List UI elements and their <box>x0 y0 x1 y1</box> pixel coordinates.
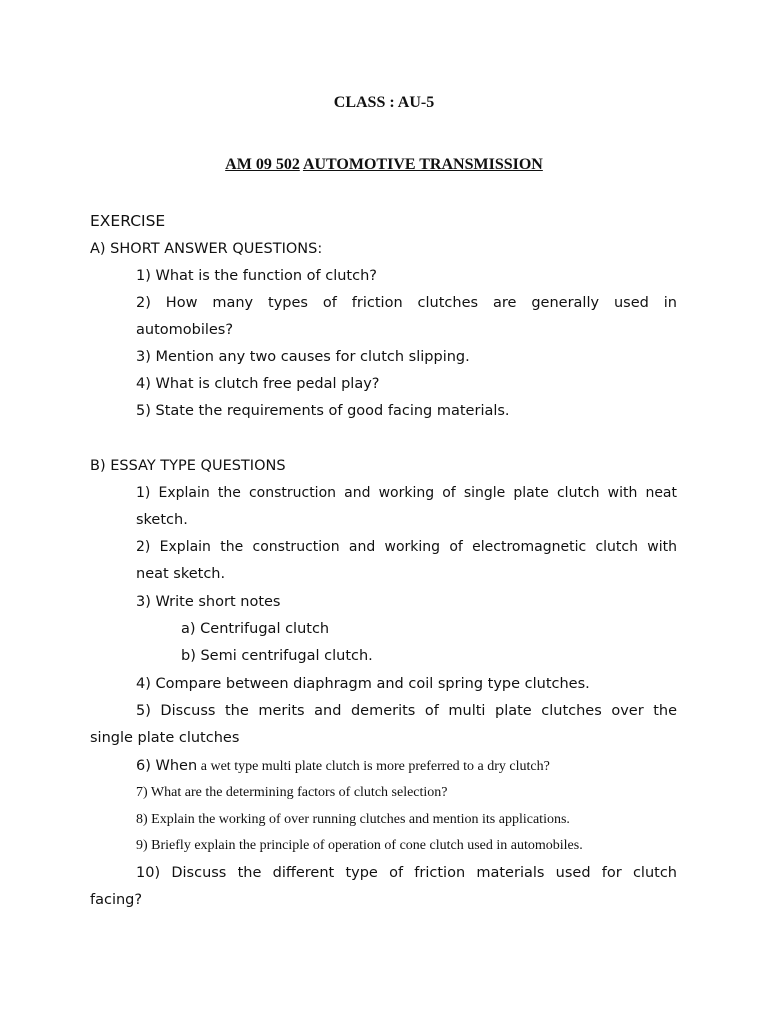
section-b-question-10-cont: facing? <box>90 892 143 908</box>
section-a-question-5: 5) State the requirements of good facing materials. <box>136 403 510 419</box>
section-b-question-10: 10) Discuss the different type of friction materials used for clutch <box>136 865 677 881</box>
exercise-title: EXERCISE <box>90 212 166 230</box>
section-a-question-3: 3) Mention any two causes for clutch slipping. <box>136 349 470 365</box>
section-b-question-9: 9) Briefly explain the principle of operation of cone clutch used in automobiles. <box>136 838 583 853</box>
section-b-question-1: 1) Explain the construction and working of single plate clutch with neat <box>136 485 677 501</box>
course-title: AUTOMOTIVE TRANSMISSION <box>302 156 543 173</box>
section-a-question-4: 4) What is clutch free pedal play? <box>136 376 380 392</box>
course-code: AM 09 502 <box>225 156 300 173</box>
section-a-question-1: 1) What is the function of clutch? <box>136 268 377 284</box>
section-b-question-3: 3) Write short notes <box>136 594 281 610</box>
section-b-question-4: 4) Compare between diaphragm and coil spring type clutches. <box>136 676 590 692</box>
course-heading <box>0 156 768 174</box>
section-b-question-2-cont: neat sketch. <box>136 566 226 582</box>
section-b-question-3a: a) Centrifugal clutch <box>181 621 330 637</box>
section-b-heading: B) ESSAY TYPE QUESTIONS <box>90 458 286 474</box>
section-a-question-2-cont: automobiles? <box>136 322 234 338</box>
section-a-heading: A) SHORT ANSWER QUESTIONS: <box>90 241 323 257</box>
section-b-question-2: 2) Explain the construction and working of electromagnetic clutch with <box>136 539 677 555</box>
class-heading: CLASS : AU-5 <box>333 94 435 111</box>
section-b-question-5-cont: single plate clutches <box>90 730 240 746</box>
question-6-text: a wet type multi plate clutch is more preferred to a dry clutch? <box>200 759 550 774</box>
section-a-question-2: 2) How many types of friction clutches are generally used in <box>136 295 677 311</box>
section-b-question-3b: b) Semi centrifugal clutch. <box>181 648 373 664</box>
section-b-question-1-cont: sketch. <box>136 512 188 528</box>
section-b-question-7: 7) What are the determining factors of clutch selection? <box>136 785 448 800</box>
section-b-question-6 <box>136 756 550 777</box>
section-b-question-8: 8) Explain the working of over running clutches and mention its applications. <box>136 812 570 827</box>
question-6-prefix: 6) When <box>136 758 198 774</box>
section-b-question-5: 5) Discuss the merits and demerits of multi plate clutches over the <box>136 703 677 719</box>
